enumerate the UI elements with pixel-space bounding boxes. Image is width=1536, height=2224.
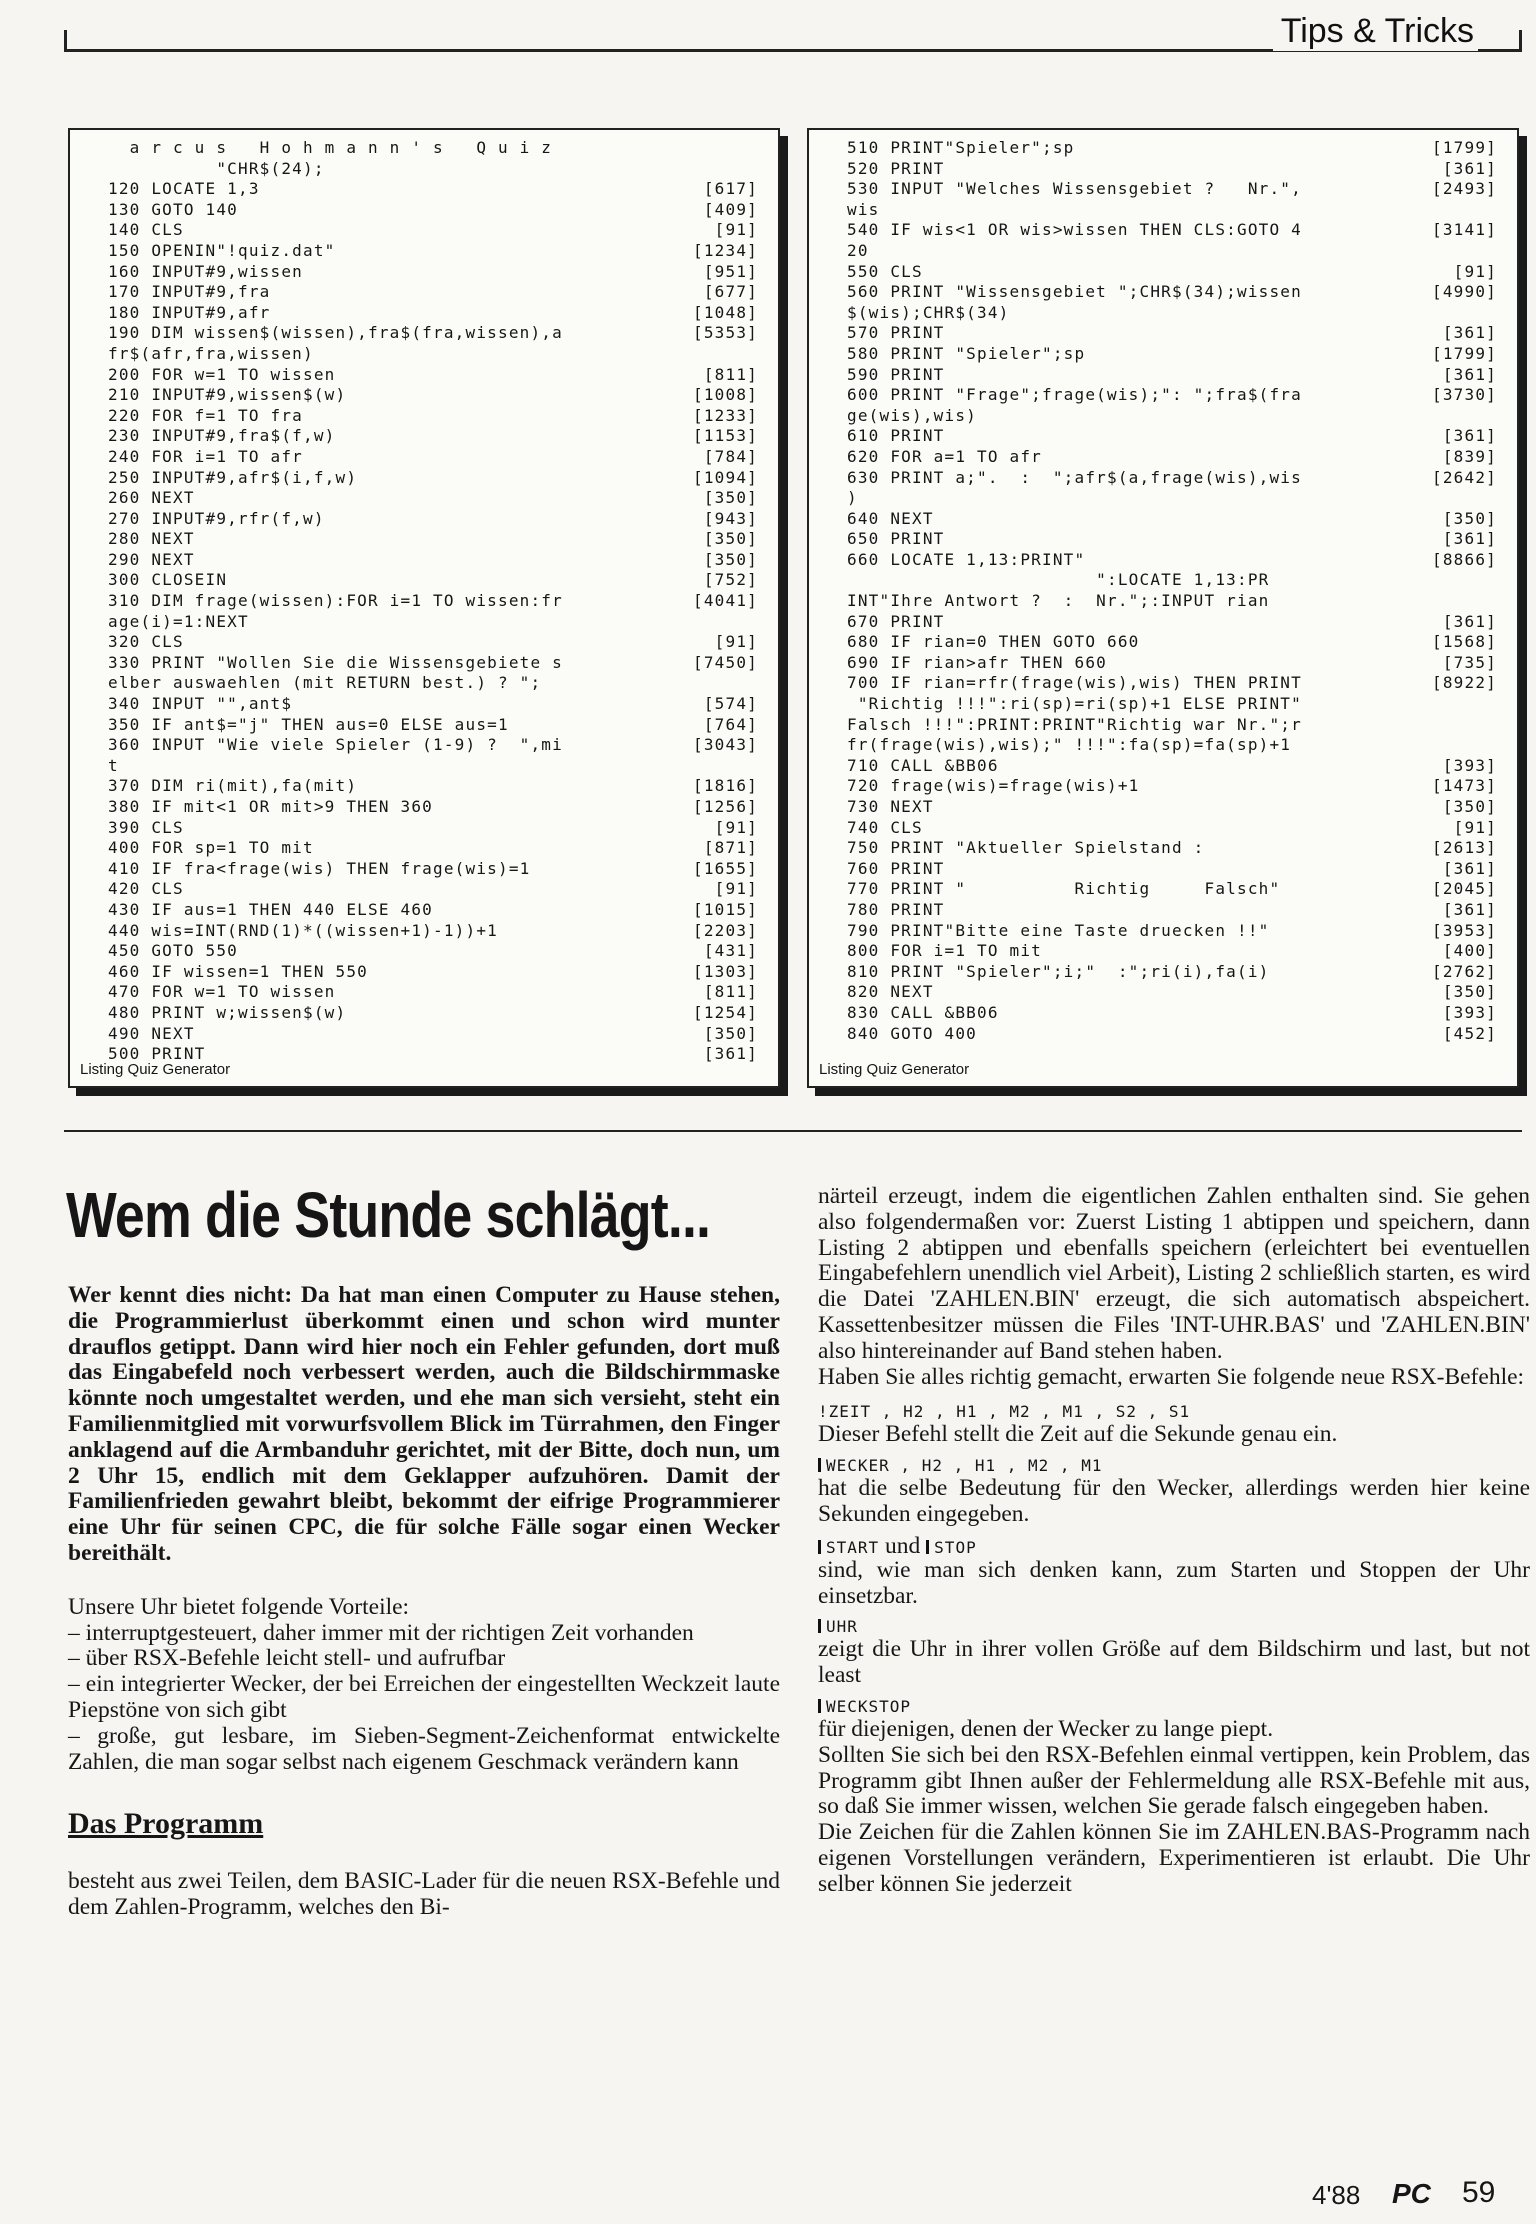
checksum: [7450] — [693, 652, 758, 672]
code-text: 360 INPUT "Wie viele Spieler (1-9) ? ",mi — [108, 735, 563, 755]
checksum: [2642] — [1432, 467, 1497, 487]
advantage-item: – große, gut lesbare, im Sieben-Segment-Zeichenformat entwickelte Zahlen, die man sogar selbst nach eigenem Geschmack verändern kann — [68, 1722, 780, 1775]
code-text: 140 CLS — [108, 220, 184, 240]
code-line — [847, 159, 1497, 180]
code-line — [847, 220, 1497, 241]
code-line — [847, 200, 1497, 221]
checksum: [350] — [703, 549, 758, 569]
code-line — [108, 1003, 758, 1024]
code-line — [108, 838, 758, 859]
code-text: 760 PRINT — [847, 858, 945, 878]
code-text: 190 DIM wissen$(wissen),fra$(fra,wissen),a — [108, 323, 563, 343]
code-line — [847, 138, 1497, 159]
checksum: [811] — [703, 982, 758, 1002]
footer-issue: 4'88 — [1312, 2180, 1361, 2210]
command-start-stop-desc: sind, wie man sich denken kann, zum Starten und Stoppen der Uhr einsetzbar. — [818, 1556, 1530, 1609]
code-text: 590 PRINT — [847, 364, 945, 384]
command-wecker-desc: hat die selbe Bedeutung für den Wecker, allerdings werden hier keine Sekunden eingegeben. — [818, 1475, 1530, 1527]
checksum: [951] — [703, 261, 758, 281]
checksum: [3043] — [693, 735, 758, 755]
checksum: [1473] — [1432, 776, 1497, 796]
checksum: [350] — [703, 488, 758, 508]
code-text: 400 FOR sp=1 TO mit — [108, 838, 314, 858]
checksum: [91] — [1453, 261, 1497, 281]
code-line — [847, 941, 1497, 962]
code-line — [108, 735, 758, 756]
code-line — [847, 735, 1497, 756]
code-text: 800 FOR i=1 TO mit — [847, 941, 1042, 961]
code-line — [847, 612, 1497, 633]
code-line — [108, 570, 758, 591]
checksum: [2203] — [693, 920, 758, 940]
checksum: [1568] — [1432, 632, 1497, 652]
code-line — [847, 776, 1497, 797]
code-text: 610 PRINT — [847, 426, 945, 446]
code-line — [847, 694, 1497, 715]
checksum: [8866] — [1432, 549, 1497, 569]
code-text: 210 INPUT#9,wissen$(w) — [108, 385, 347, 405]
code-line — [108, 406, 758, 427]
checksum: [2493] — [1432, 179, 1497, 199]
code-text: Falsch !!!":PRINT:PRINT"Richtig war Nr.";r — [847, 714, 1302, 734]
code-line — [847, 241, 1497, 262]
bar-icon — [818, 1699, 821, 1713]
code-text: t — [108, 755, 119, 775]
code-line — [108, 859, 758, 880]
code-text: 490 NEXT — [108, 1023, 195, 1043]
checksum: [361] — [1442, 426, 1497, 446]
code-line — [108, 529, 758, 550]
code-line — [108, 632, 758, 653]
article-column-left — [68, 1283, 780, 1921]
code-line — [847, 653, 1497, 674]
checksum: [784] — [703, 446, 758, 466]
checksum: [1256] — [693, 797, 758, 816]
code-line — [108, 612, 758, 633]
code-line — [847, 1003, 1497, 1024]
code-line — [847, 385, 1497, 406]
code-text: 790 PRINT"Bitte eine Taste druecken !!" — [847, 920, 1270, 940]
checksum: [2045] — [1432, 879, 1497, 899]
code-text: fr$(afr,fra,wissen) — [108, 343, 314, 363]
code-text: 560 PRINT "Wissensgebiet ";CHR$(34);wissen — [847, 282, 1302, 302]
body-left: besteht aus zwei Teilen, dem BASIC-Lader für die neuen RSX-Befehle und dem Zahlen-Programm, welches den Bi- — [68, 1868, 780, 1920]
code-text: 310 DIM frage(wissen):FOR i=1 TO wissen:fr — [108, 591, 563, 611]
subhead-das-programm: Das Programm — [68, 1807, 264, 1841]
code-text: ) — [847, 488, 858, 508]
code-text: 670 PRINT — [847, 611, 945, 631]
code-text: 370 DIM ri(mit),fa(mit) — [108, 776, 358, 796]
code-line — [108, 550, 758, 571]
listing-caption-right: Listing Quiz Generator — [819, 1061, 970, 1078]
bar-icon — [818, 1540, 821, 1554]
listing-caption-left: Listing Quiz Generator — [80, 1061, 231, 1078]
code-text: 120 LOCATE 1,3 — [108, 179, 260, 199]
code-line — [108, 900, 758, 921]
checksum: [361] — [1442, 364, 1497, 384]
code-line — [108, 694, 758, 715]
code-line — [847, 879, 1497, 900]
code-text: wis — [847, 199, 880, 219]
listing-left — [68, 128, 780, 1088]
code-text: 580 PRINT "Spieler";sp — [847, 343, 1086, 363]
code-text: 740 CLS — [847, 817, 923, 837]
code-text: "CHR$(24); — [108, 158, 325, 178]
code-text: 810 PRINT "Spieler";i;" :";ri(i),fa(i) — [847, 961, 1270, 981]
code-text: 520 PRINT — [847, 158, 945, 178]
checksum: [361] — [1442, 323, 1497, 343]
body-right-2: Haben Sie alles richtig gemacht, erwarten Sie folgende neue RSX-Befehle: — [818, 1363, 1525, 1390]
bar-icon — [818, 1458, 821, 1472]
code-line — [108, 982, 758, 1003]
code-text: 700 IF rian=rfr(frage(wis),wis) THEN PRINT — [847, 673, 1302, 693]
code-text: ":LOCATE 1,13:PR — [847, 570, 1270, 590]
command-zeit-desc: Dieser Befehl stellt die Zeit auf die Sekunde genau ein. — [818, 1421, 1338, 1448]
checksum: [1233] — [693, 405, 758, 425]
code-line — [108, 509, 758, 530]
code-text: 720 frage(wis)=frage(wis)+1 — [847, 776, 1140, 796]
checksum: [4041] — [693, 591, 758, 611]
advantage-item: – interruptgesteuert, daher immer mit der richtigen Zeit vorhanden — [68, 1619, 694, 1646]
code-text: 500 PRINT — [108, 1044, 206, 1064]
checksum: [3953] — [1432, 920, 1497, 940]
code-text: 340 INPUT "",ant$ — [108, 694, 293, 714]
checksum: [735] — [1442, 652, 1497, 672]
body-right-1: närteil erzeugt, indem die eigentlichen Zahlen enthalten sind. Sie gehen also folgendermaßen vor: Zuerst Listing 1 abtippen und speichern, dann Listing 2 abtippen und ebenfalls speichern (erleichtert bei eventuellen Eingabefehlern unendlich viel Arbeit), Listing 2 schließlich starten, es wird die Datei 'ZAHLEN.BIN' erzeugt, die sich automatisch abspeichert. Kassettenbesitzer müssen die Files 'INT-UHR.BAS' und 'ZAHLEN.BIN' also hintereinander auf Band stehen haben. — [818, 1183, 1530, 1364]
code-line — [108, 426, 758, 447]
checksum: [91] — [714, 817, 758, 837]
code-text: 230 INPUT#9,fra$(f,w) — [108, 426, 336, 446]
code-text: 530 INPUT "Welches Wissensgebiet ? Nr.", — [847, 179, 1302, 199]
checksum: [943] — [703, 508, 758, 528]
code-line — [108, 488, 758, 509]
checksum: [8922] — [1432, 673, 1497, 693]
code-text: $(wis);CHR$(34) — [847, 302, 1010, 322]
code-line — [108, 241, 758, 262]
section-title: Tips & Tricks — [1273, 12, 1478, 51]
code-text: 640 NEXT — [847, 508, 934, 528]
checksum: [350] — [1442, 982, 1497, 1002]
code-text: 510 PRINT"Spieler";sp — [847, 138, 1075, 157]
checksum: [4990] — [1432, 282, 1497, 302]
checksum: [1303] — [693, 961, 758, 981]
checksum: [350] — [703, 1023, 758, 1043]
checksum: [811] — [703, 364, 758, 384]
checksum: [677] — [703, 282, 758, 302]
code-text: 680 IF rian=0 THEN GOTO 660 — [847, 632, 1140, 652]
code-line — [847, 1024, 1497, 1045]
code-line — [108, 1024, 758, 1045]
command-uhr: UHR — [818, 1617, 1530, 1637]
checksum: [361] — [1442, 529, 1497, 549]
code-line — [847, 509, 1497, 530]
code-text: 840 GOTO 400 — [847, 1023, 977, 1043]
code-text: 240 FOR i=1 TO afr — [108, 446, 303, 466]
code-line — [847, 756, 1497, 777]
advantage-item: – über RSX-Befehle leicht stell- und aufrufbar — [68, 1645, 506, 1672]
code-text: fr(frage(wis),wis);" !!!":fa(sp)=fa(sp)+1 — [847, 735, 1292, 755]
article-column-right — [818, 1184, 1530, 1898]
code-line — [108, 262, 758, 283]
code-line — [847, 859, 1497, 880]
code-line — [108, 220, 758, 241]
code-line — [847, 344, 1497, 365]
checksum: [839] — [1442, 446, 1497, 466]
code-block-left — [108, 138, 758, 1065]
checksum: [431] — [703, 941, 758, 961]
code-line — [108, 776, 758, 797]
code-text: 270 INPUT#9,rfr(f,w) — [108, 508, 325, 528]
listing-right — [807, 128, 1519, 1088]
code-text: 220 FOR f=1 TO fra — [108, 405, 303, 425]
checksum: [400] — [1442, 941, 1497, 961]
checksum: [617] — [703, 179, 758, 199]
code-line — [108, 365, 758, 386]
code-text: ge(wis),wis) — [847, 405, 977, 425]
code-line — [847, 797, 1497, 818]
code-text: 750 PRINT "Aktueller Spielstand : — [847, 838, 1205, 858]
checksum: [361] — [703, 1044, 758, 1064]
code-text: 630 PRINT a;". : ";afr$(a,frage(wis),wis — [847, 467, 1302, 487]
code-text: 830 CALL &BB06 — [847, 1002, 999, 1022]
code-line — [108, 941, 758, 962]
code-line — [847, 488, 1497, 509]
code-text: a r c u s H o h m a n n ' s Q u i z — [108, 138, 553, 157]
code-text: 550 CLS — [847, 261, 923, 281]
code-text: 780 PRINT — [847, 899, 945, 919]
code-line — [108, 797, 758, 818]
code-text: 180 INPUT#9,afr — [108, 302, 271, 322]
checksum: [350] — [703, 529, 758, 549]
checksum: [3141] — [1432, 220, 1497, 240]
code-line — [847, 468, 1497, 489]
code-text: 300 CLOSEIN — [108, 570, 228, 590]
checksum: [3730] — [1432, 385, 1497, 405]
checksum: [409] — [703, 199, 758, 219]
checksum: [393] — [1442, 1002, 1497, 1022]
code-text: 570 PRINT — [847, 323, 945, 343]
checksum: [5353] — [693, 323, 758, 343]
code-line — [847, 673, 1497, 694]
code-line — [847, 921, 1497, 942]
code-line — [847, 962, 1497, 983]
code-line — [847, 179, 1497, 200]
checksum: [2613] — [1432, 838, 1497, 858]
checksum: [871] — [703, 838, 758, 858]
code-line — [847, 838, 1497, 859]
code-line — [108, 818, 758, 839]
code-text: 250 INPUT#9,afr$(i,f,w) — [108, 467, 358, 487]
checksum: [91] — [714, 220, 758, 240]
code-text: age(i)=1:NEXT — [108, 611, 249, 631]
code-line — [108, 879, 758, 900]
checksum: [1008] — [693, 385, 758, 405]
code-text: 660 LOCATE 1,13:PRINT" — [847, 549, 1086, 569]
code-text: 710 CALL &BB06 — [847, 755, 999, 775]
command-uhr-desc: zeigt die Uhr in ihrer vollen Größe auf dem Bildschirm und last, but not least — [818, 1636, 1530, 1689]
checksum: [361] — [1442, 899, 1497, 919]
command-weckstop-desc: für diejenigen, denen der Wecker zu lange piept. — [818, 1715, 1274, 1742]
checksum: [393] — [1442, 755, 1497, 775]
code-line — [108, 756, 758, 777]
checksum: [91] — [714, 632, 758, 652]
checksum: [1655] — [693, 858, 758, 878]
checksum: [350] — [1442, 797, 1497, 816]
checksum: [2762] — [1432, 961, 1497, 981]
code-text: 690 IF rian>afr THEN 660 — [847, 652, 1107, 672]
checksum: [1048] — [693, 302, 758, 322]
code-line — [847, 282, 1497, 303]
code-line — [847, 303, 1497, 324]
code-line — [847, 982, 1497, 1003]
code-text: 290 NEXT — [108, 549, 195, 569]
code-text: 620 FOR a=1 TO afr — [847, 446, 1042, 466]
checksum: [1153] — [693, 426, 758, 446]
code-text: 160 INPUT#9,wissen — [108, 261, 303, 281]
checksum: [91] — [714, 879, 758, 899]
code-line — [847, 900, 1497, 921]
advantages-intro: Unsere Uhr bietet folgende Vorteile: — [68, 1593, 410, 1620]
code-text: 440 wis=INT(RND(1)*((wissen+1)-1))+1 — [108, 920, 498, 940]
advantage-item: – ein integrierter Wecker, der bei Erreichen der eingestellten Weckzeit laute Piepstöne von sich gibt — [68, 1671, 780, 1723]
code-line — [847, 426, 1497, 447]
code-text: 330 PRINT "Wollen Sie die Wissensgebiete s — [108, 652, 563, 672]
checksum: [764] — [703, 714, 758, 734]
code-line — [847, 406, 1497, 427]
checksum: [1254] — [693, 1002, 758, 1022]
code-text: elber auswaehlen (mit RETURN best.) ? "; — [108, 673, 542, 693]
code-line — [108, 653, 758, 674]
checksum: [574] — [703, 694, 758, 714]
code-line — [108, 303, 758, 324]
code-text: 420 CLS — [108, 879, 184, 899]
article-rule — [64, 1130, 1522, 1132]
code-text: INT"Ihre Antwort ? : Nr.";:INPUT rian — [847, 591, 1270, 611]
article-lead: Wer kennt dies nicht: Da hat man einen Computer zu Hause stehen, die Programmierlust überkommt einen und schon wird munter drauflos getippt. Dann wird hier noch ein Fehler gefunden, dort muß das Eingabefeld noch verbessert werden, auch die Bildschirmmaske könnte noch umgestaltet werden, und ehe man sich versieht, steht ein Familienmitglied mit vorwurfsvollem Blick im Türrahmen, den Finger anklagend auf die Armbanduhr gerichtet, mit der Bitte, doch nun, um 2 Uhr 15, endlich mit dem Geklapper aufzuhören. Damit der Familienfrieden gewahrt bleibt, bekommt der eifrige Programmierer eine Uhr für seinen CPC, die für solche Fälle sogar einen Wecker bereithält. — [68, 1282, 780, 1566]
code-text: 540 IF wis<1 OR wis>wissen THEN CLS:GOTO 4 — [847, 220, 1302, 240]
code-text: 320 CLS — [108, 632, 184, 652]
code-block-right — [847, 138, 1497, 1044]
checksum: [350] — [1442, 508, 1497, 528]
command-wecker: WECKER , H2 , H1 , M2 , M1 — [818, 1456, 1530, 1476]
code-text: 460 IF wissen=1 THEN 550 — [108, 961, 368, 981]
code-line — [108, 282, 758, 303]
code-line — [847, 570, 1497, 591]
code-line — [847, 323, 1497, 344]
code-text: 430 IF aus=1 THEN 440 ELSE 460 — [108, 899, 433, 919]
checksum: [452] — [1442, 1023, 1497, 1043]
code-line — [108, 962, 758, 983]
bar-icon — [926, 1540, 929, 1554]
command-start-stop: START und STOP — [818, 1536, 1530, 1558]
body-right-3: Sollten Sie sich bei den RSX-Befehlen einmal vertippen, kein Problem, das Programm gibt Ihnen außer der Fehlermeldung alle RSX-Befehle mit aus, so daß Sie immer wissen, welchen Sie gerade falsch eingegeben haben. — [818, 1741, 1530, 1820]
code-line — [847, 550, 1497, 571]
code-text: 280 NEXT — [108, 529, 195, 549]
code-line — [847, 632, 1497, 653]
code-text: 20 — [847, 240, 869, 260]
code-line — [108, 591, 758, 612]
code-line — [108, 159, 758, 180]
footer-brand-logo: PC — [1392, 2178, 1431, 2209]
code-line — [847, 715, 1497, 736]
code-line — [108, 715, 758, 736]
code-text: "Richtig !!!":ri(sp)=ri(sp)+1 ELSE PRINT" — [847, 694, 1302, 714]
code-text: 450 GOTO 550 — [108, 941, 238, 961]
code-line — [108, 200, 758, 221]
code-line — [108, 179, 758, 200]
code-text: 410 IF fra<frage(wis) THEN frage(wis)=1 — [108, 858, 531, 878]
code-line — [108, 385, 758, 406]
code-line — [847, 591, 1497, 612]
code-text: 480 PRINT w;wissen$(w) — [108, 1002, 347, 1022]
code-line — [108, 323, 758, 344]
command-zeit: !ZEIT , H2 , H1 , M2 , M1 , S2 , S1 — [818, 1402, 1191, 1422]
code-text: 130 GOTO 140 — [108, 199, 238, 219]
code-line — [108, 673, 758, 694]
checksum: [1799] — [1432, 138, 1497, 157]
code-text: 650 PRINT — [847, 529, 945, 549]
code-text: 260 NEXT — [108, 488, 195, 508]
checksum: [1234] — [693, 240, 758, 260]
code-line — [847, 365, 1497, 386]
code-text: 170 INPUT#9,fra — [108, 282, 271, 302]
code-line — [847, 818, 1497, 839]
checksum: [1015] — [693, 899, 758, 919]
code-text: 730 NEXT — [847, 797, 934, 816]
code-text: 600 PRINT "Frage";frage(wis);": ";fra$(fra — [847, 385, 1302, 405]
code-text: 150 OPENIN"!quiz.dat" — [108, 240, 336, 260]
code-text: 770 PRINT " Richtig Falsch" — [847, 879, 1281, 899]
code-line — [847, 447, 1497, 468]
bar-icon — [818, 1619, 821, 1633]
checksum: [361] — [1442, 158, 1497, 178]
code-line — [847, 529, 1497, 550]
checksum: [1799] — [1432, 343, 1497, 363]
code-line — [108, 921, 758, 942]
command-weckstop: WECKSTOP — [818, 1697, 1530, 1717]
code-text: 380 IF mit<1 OR mit>9 THEN 360 — [108, 797, 433, 816]
code-line — [108, 344, 758, 365]
code-text: 390 CLS — [108, 817, 184, 837]
article-headline: Wem die Stunde schlägt... — [66, 1179, 711, 1251]
checksum: [361] — [1442, 611, 1497, 631]
checksum: [1816] — [693, 776, 758, 796]
checksum: [91] — [1453, 817, 1497, 837]
code-line — [108, 468, 758, 489]
code-line — [108, 447, 758, 468]
code-text: 820 NEXT — [847, 982, 934, 1002]
checksum: [752] — [703, 570, 758, 590]
code-line — [108, 138, 758, 159]
body-right-4: Die Zeichen für die Zahlen können Sie im ZAHLEN.BAS-Programm nach eigenen Vorstellungen verändern, Experimentieren ist erlaubt. Die Uhr selber können Sie jederzeit — [818, 1819, 1530, 1897]
checksum: [361] — [1442, 858, 1497, 878]
code-text: 350 IF ant$="j" THEN aus=0 ELSE aus=1 — [108, 714, 509, 734]
page-number: 59 — [1462, 2176, 1496, 2209]
code-text: 470 FOR w=1 TO wissen — [108, 982, 336, 1002]
code-line — [847, 262, 1497, 283]
checksum: [1094] — [693, 467, 758, 487]
code-text: 200 FOR w=1 TO wissen — [108, 364, 336, 384]
